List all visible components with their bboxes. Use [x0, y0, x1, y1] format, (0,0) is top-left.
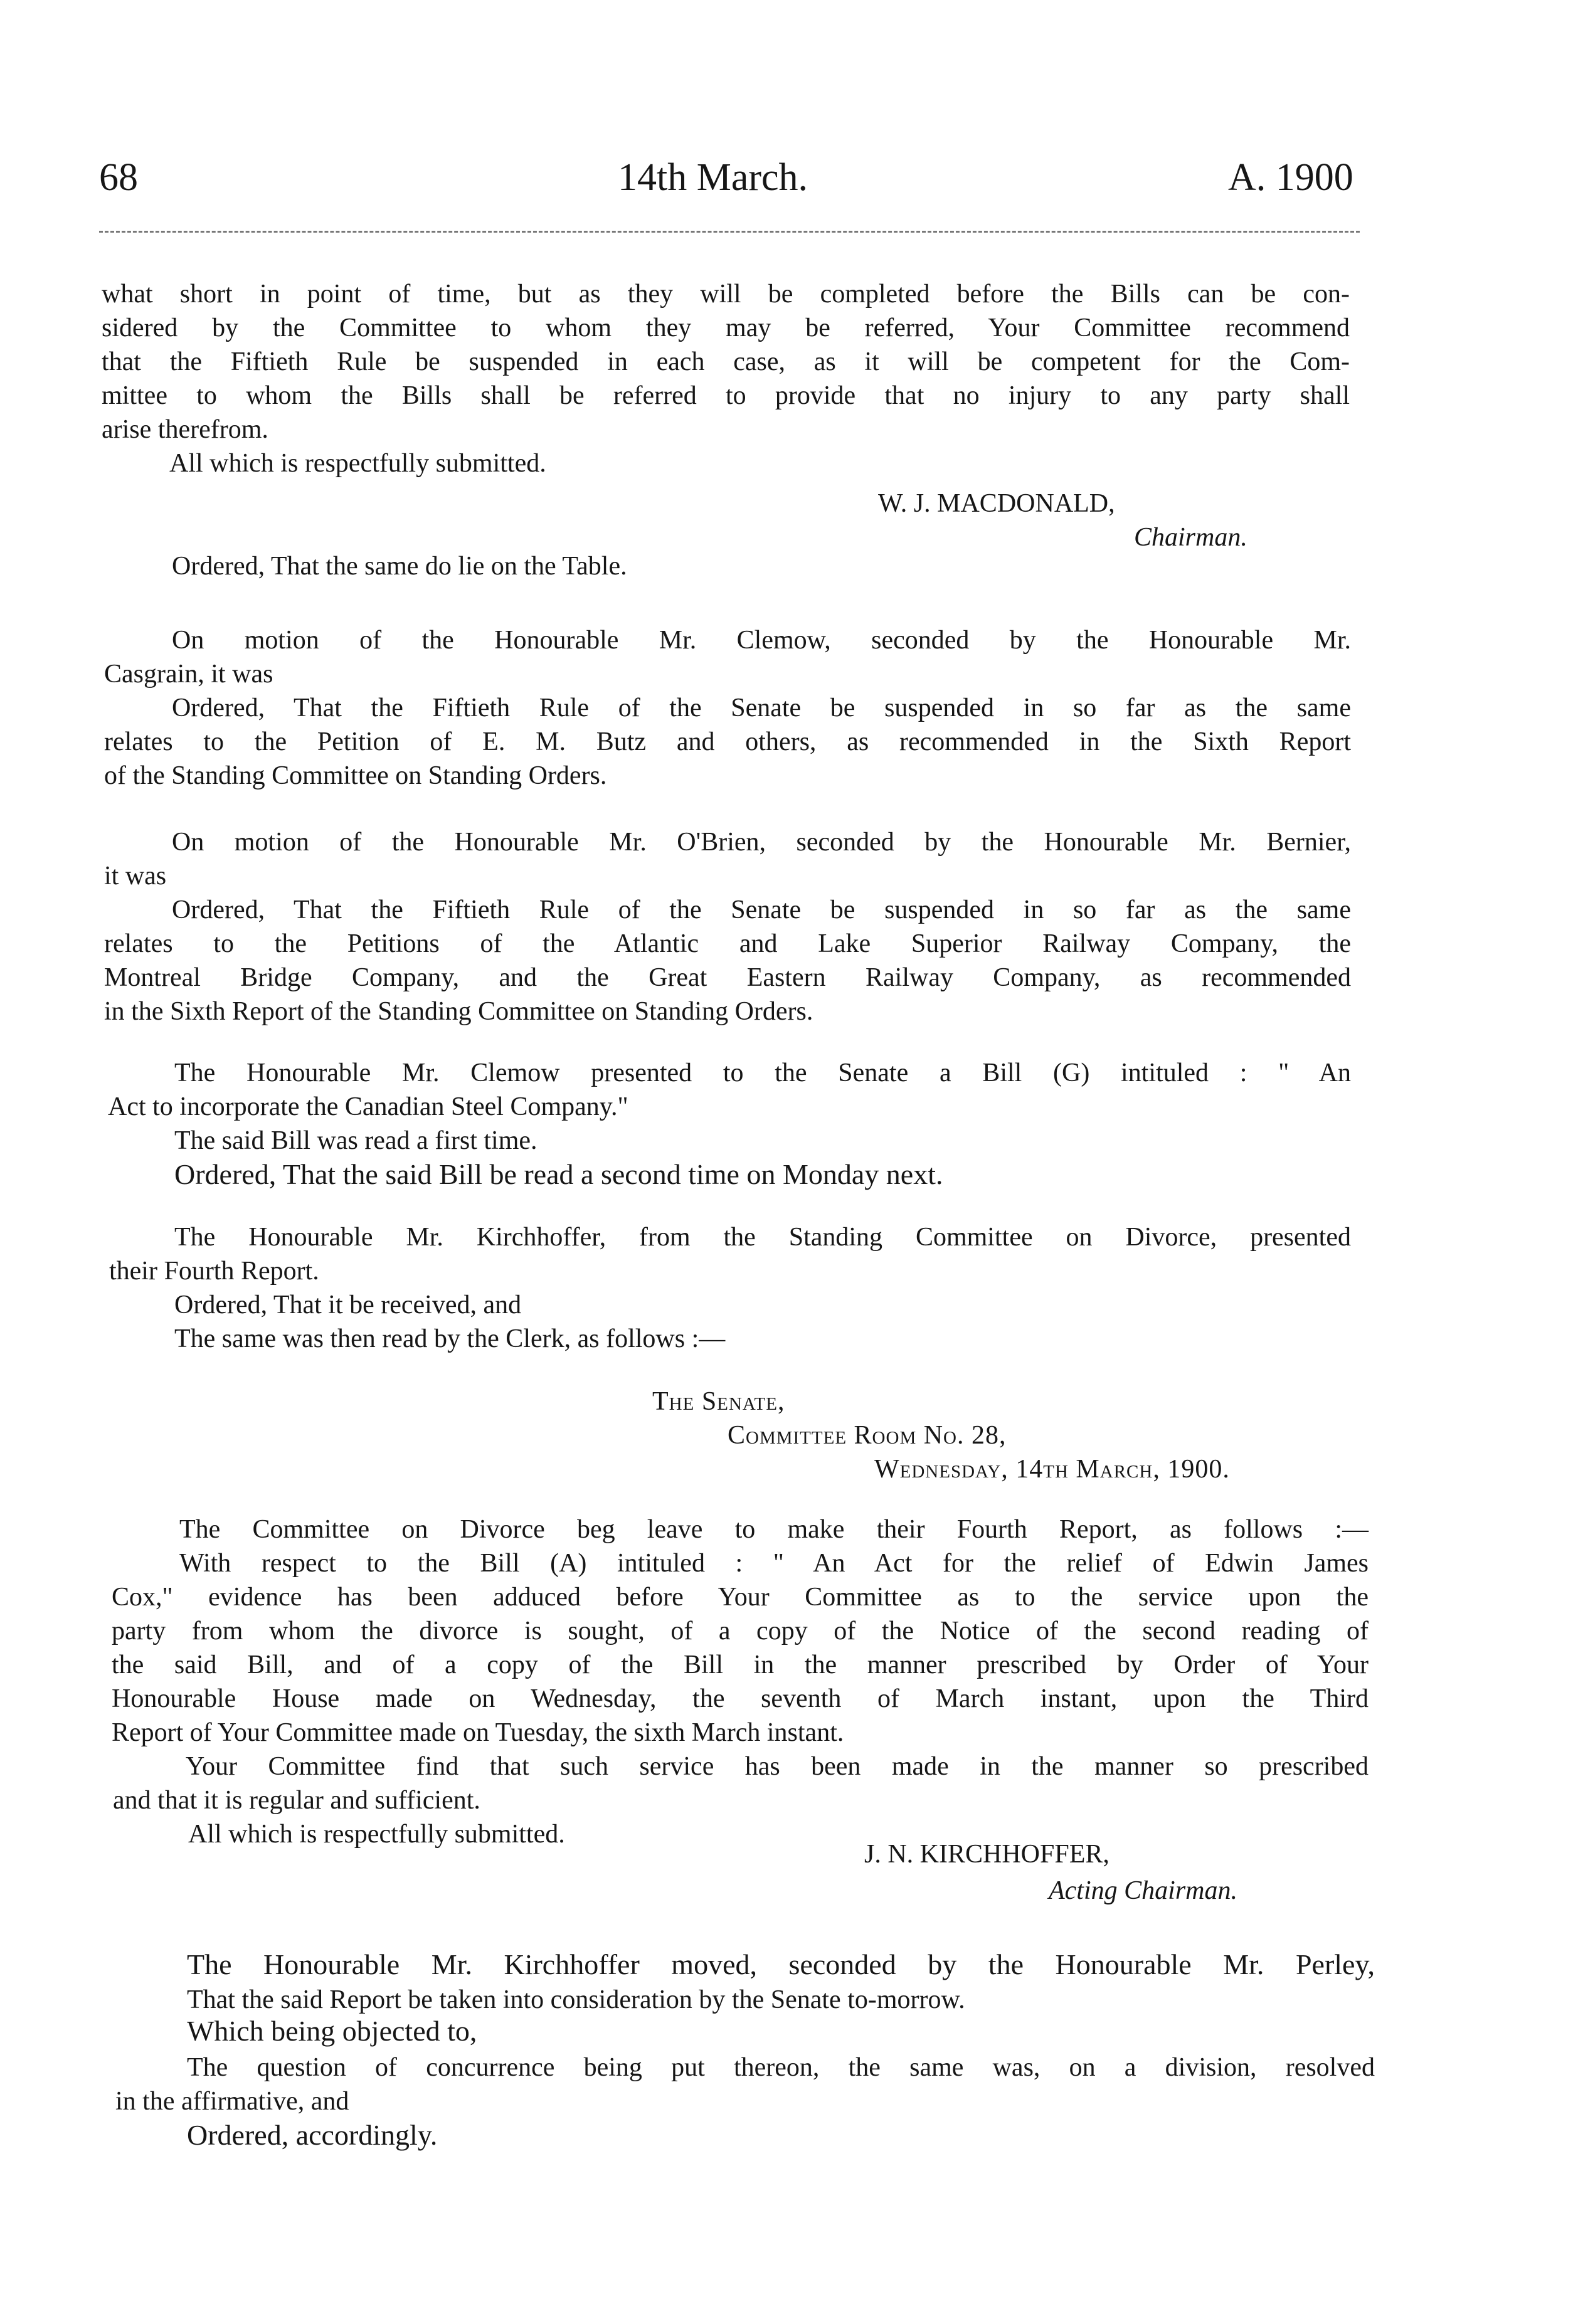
text-line: That the said Report be taken into consideration by the Senate to-morrow. — [187, 1985, 965, 2014]
text-line: Ordered, That the Fiftieth Rule of the Senate be suspended in so far as the same — [172, 694, 1351, 722]
text-line: it was — [104, 862, 167, 890]
text-line: Act to incorporate the Canadian Steel Company." — [108, 1092, 628, 1121]
text-line: The question of concurrence being put thereon, the same was, on a division, resolved — [187, 2053, 1375, 2082]
text-line: The Committee on Divorce beg leave to make their Fourth Report, as follows :— — [179, 1515, 1369, 1544]
signature-title: Acting Chairman. — [1049, 1876, 1237, 1905]
ordered-line: Ordered, That the same do lie on the Table. — [172, 552, 627, 581]
text-line: and that it is regular and sufficient. — [113, 1786, 480, 1815]
page-number: 68 — [99, 156, 138, 199]
date-line: Wednesday, 14th March, 1900. — [874, 1455, 1230, 1484]
text-line: Report of Your Committee made on Tuesday, the sixth March instant. — [112, 1718, 844, 1747]
text-line: Ordered, That the said Bill be read a second time on Monday next. — [174, 1158, 943, 1190]
senate-line: The Senate, — [652, 1387, 785, 1416]
signature-name: J. N. KIRCHHOFFER, — [864, 1840, 1109, 1869]
text-line: Ordered, That the Fiftieth Rule of the Senate be suspended in so far as the same — [172, 895, 1351, 924]
header-rule — [99, 231, 1360, 233]
committee-room-line: Committee Room No. 28, — [728, 1421, 1007, 1450]
text-line: On motion of the Honourable Mr. O'Brien, seconded by the Honourable Mr. Bernier, — [172, 828, 1351, 857]
text-line: sidered by the Committee to whom they may be referred, Your Committee recommend — [102, 314, 1350, 342]
text-line: Your Committee find that such service has been made in the manner so prescribed — [186, 1752, 1369, 1781]
page-date: 14th March. — [618, 156, 808, 199]
text-line: Ordered, accordingly. — [187, 2119, 438, 2151]
text-line: their Fourth Report. — [109, 1257, 319, 1286]
text-line: Ordered, That it be received, and — [174, 1291, 522, 1319]
text-line: in the Sixth Report of the Standing Committee on Standing Orders. — [104, 997, 813, 1026]
text-line: Montreal Bridge Company, and the Great Eastern Railway Company, as recommended — [104, 963, 1351, 992]
signature-name: W. J. MACDONALD, — [878, 489, 1115, 518]
text-line: The said Bill was read a first time. — [174, 1126, 537, 1155]
text-line: The same was then read by the Clerk, as follows :— — [174, 1324, 726, 1353]
text-line: The Honourable Mr. Clemow presented to the Senate a Bill (G) intituled : " An — [174, 1059, 1351, 1087]
page-year: A. 1900 — [1228, 156, 1353, 199]
text-line: relates to the Petition of E. M. Butz and others, as recommended in the Sixth Report — [104, 727, 1351, 756]
text-line: arise therefrom. — [102, 415, 268, 444]
text-line: what short in point of time, but as they will be completed before the Bills can be con- — [102, 280, 1350, 309]
text-line: Which being objected to, — [187, 2015, 477, 2047]
text-line: relates to the Petitions of the Atlantic and Lake Superior Railway Company, the — [104, 929, 1351, 958]
text-line: All which is respectfully submitted. — [169, 449, 546, 478]
text-line: the said Bill, and of a copy of the Bill in the manner prescribed by Order of Your — [112, 1651, 1369, 1679]
text-line: Honourable House made on Wednesday, the seventh of March instant, upon the Third — [112, 1684, 1369, 1713]
text-line: party from whom the divorce is sought, of a copy of the Notice of the second reading of — [112, 1617, 1369, 1645]
text-line: mittee to whom the Bills shall be referred to provide that no injury to any party shall — [102, 381, 1350, 410]
text-line: of the Standing Committee on Standing Orders. — [104, 761, 607, 790]
text-line: that the Fiftieth Rule be suspended in each case, as it will be competent for the Com- — [102, 347, 1350, 376]
text-line: The Honourable Mr. Kirchhoffer moved, seconded by the Honourable Mr. Perley, — [187, 1948, 1375, 1980]
page-header — [0, 156, 1578, 206]
text-line: With respect to the Bill (A) intituled : " An Act for the relief of Edwin James — [179, 1549, 1369, 1578]
text-line: Cox," evidence has been adduced before Your Committee as to the service upon the — [112, 1583, 1369, 1612]
text-line: All which is respectfully submitted. — [188, 1820, 565, 1849]
text-line: The Honourable Mr. Kirchhoffer, from the Standing Committee on Divorce, presented — [174, 1223, 1351, 1252]
text-line: in the affirmative, and — [115, 2087, 349, 2116]
text-line: Casgrain, it was — [104, 660, 273, 689]
signature-title: Chairman. — [1134, 523, 1247, 552]
text-line: On motion of the Honourable Mr. Clemow, seconded by the Honourable Mr. — [172, 626, 1351, 655]
